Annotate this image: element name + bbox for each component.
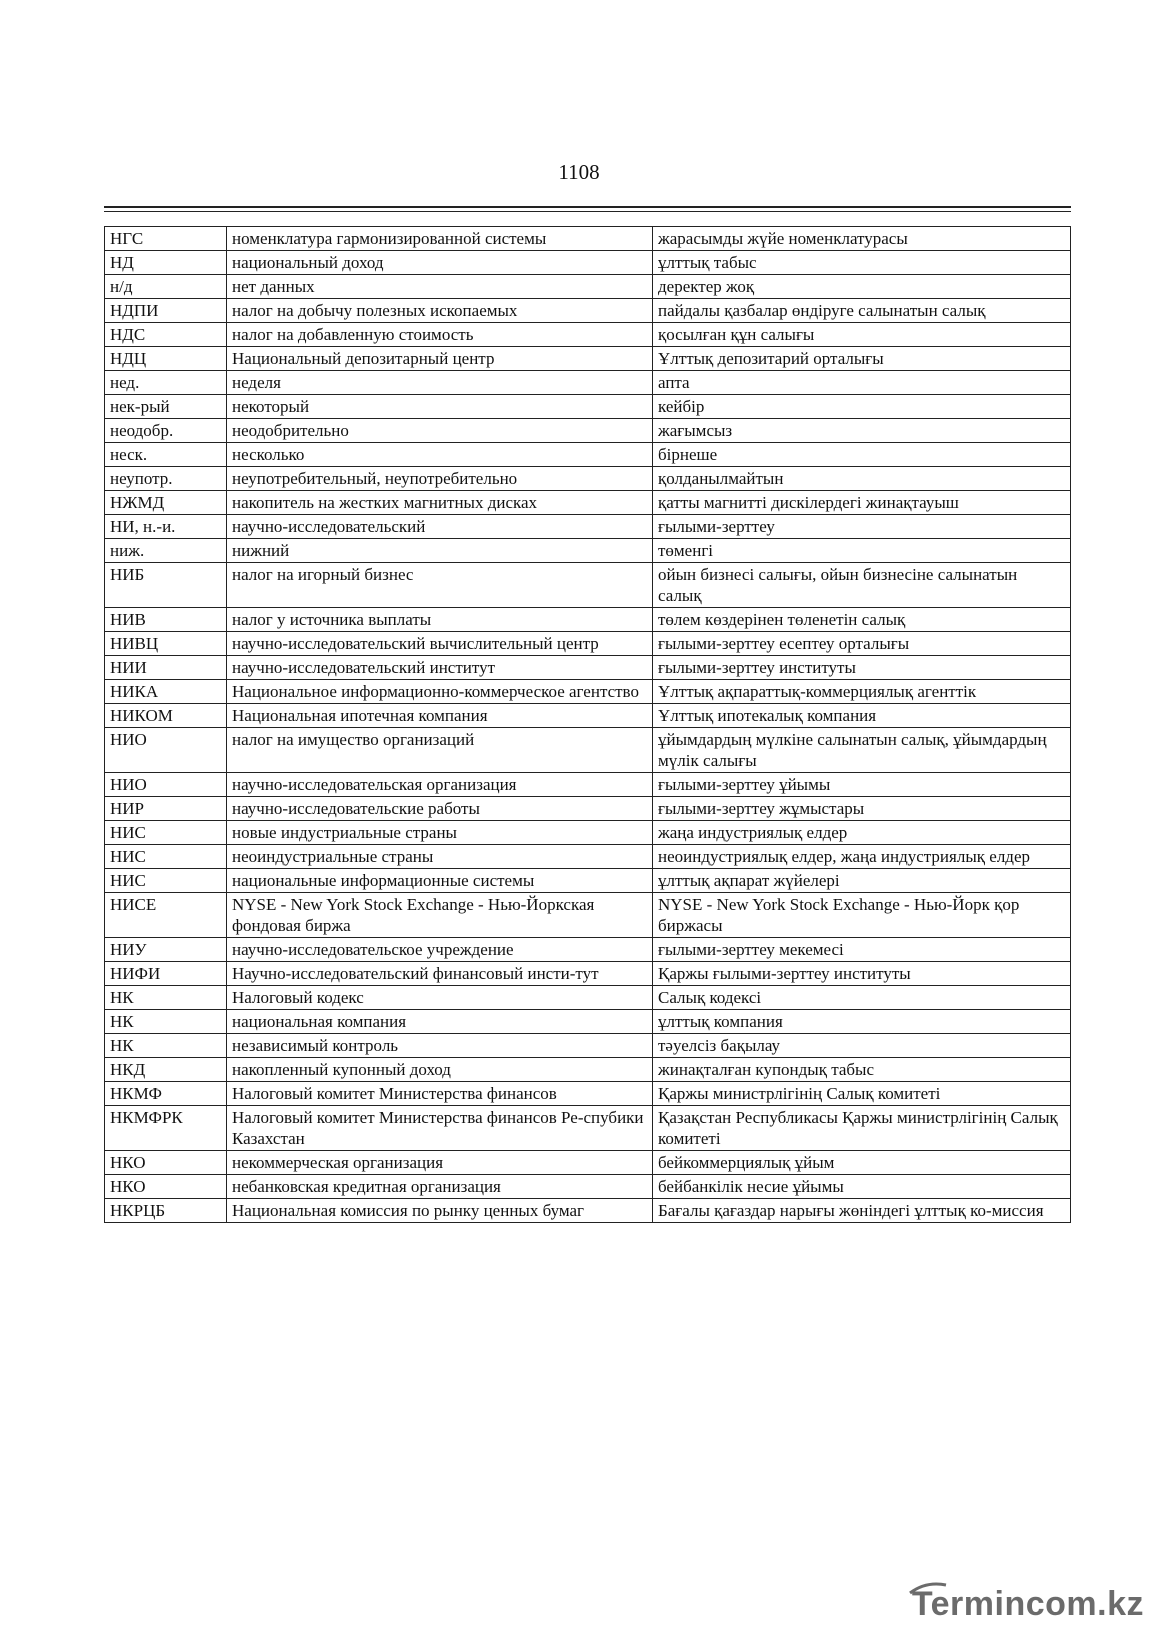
kazakh-term-cell: ғылыми-зерттеу есептеу орталығы xyxy=(653,632,1071,656)
kazakh-term-cell: ғылыми-зерттеу xyxy=(653,515,1071,539)
table-row xyxy=(105,1175,1071,1199)
kazakh-term-cell: бірнеше xyxy=(653,443,1071,467)
kazakh-term-cell: Ұлттық депозитарий орталығы xyxy=(653,347,1071,371)
russian-term-cell: Национальный депозитарный центр xyxy=(227,347,653,371)
russian-term-cell: неделя xyxy=(227,371,653,395)
kazakh-term-cell: қосылған құн салығы xyxy=(653,323,1071,347)
kazakh-term-cell: жағымсыз xyxy=(653,419,1071,443)
kazakh-term-cell: жаңа индустриялық елдер xyxy=(653,821,1071,845)
table-row xyxy=(105,869,1071,893)
table-row xyxy=(105,938,1071,962)
russian-term-cell: неупотребительный, неупотребительно xyxy=(227,467,653,491)
kazakh-term-cell: ғылыми-зерттеу мекемесі xyxy=(653,938,1071,962)
table-row xyxy=(105,680,1071,704)
abbreviation-cell: НИ, н.-и. xyxy=(105,515,227,539)
kazakh-term-cell: Ұлттық ипотекалық компания xyxy=(653,704,1071,728)
kazakh-term-cell: Бағалы қағаздар нарығы жөніндегі ұлттық ко-миссия xyxy=(653,1199,1071,1223)
table-row xyxy=(105,986,1071,1010)
abbreviation-cell: НИСЕ xyxy=(105,893,227,938)
table-row xyxy=(105,395,1071,419)
table-row xyxy=(105,563,1071,608)
kazakh-term-cell: кейбір xyxy=(653,395,1071,419)
abbreviation-cell: НК xyxy=(105,1010,227,1034)
abbreviation-cell: НК xyxy=(105,1034,227,1058)
table-row xyxy=(105,962,1071,986)
russian-term-cell: национальный доход xyxy=(227,251,653,275)
table-row xyxy=(105,227,1071,251)
russian-term-cell: научно-исследовательский институт xyxy=(227,656,653,680)
kazakh-term-cell: жинақталған купондық табыс xyxy=(653,1058,1071,1082)
table-row xyxy=(105,275,1071,299)
table-row xyxy=(105,1082,1071,1106)
kazakh-term-cell: Қаржы министрлігінің Салық комитеті xyxy=(653,1082,1071,1106)
russian-term-cell: NYSE - New York Stock Exchange - Нью-Йоркская фондовая биржа xyxy=(227,893,653,938)
table-row xyxy=(105,773,1071,797)
table-row xyxy=(105,347,1071,371)
russian-term-cell: неодобрительно xyxy=(227,419,653,443)
russian-term-cell: Налоговый комитет Министерства финансов xyxy=(227,1082,653,1106)
table-row xyxy=(105,419,1071,443)
table-row xyxy=(105,656,1071,680)
russian-term-cell: налог на добычу полезных ископаемых xyxy=(227,299,653,323)
abbreviation-cell: НКО xyxy=(105,1175,227,1199)
kazakh-term-cell: ғылыми-зерттеу институты xyxy=(653,656,1071,680)
abbreviation-cell: неодобр. xyxy=(105,419,227,443)
abbreviation-cell: НИБ xyxy=(105,563,227,608)
russian-term-cell: нижний xyxy=(227,539,653,563)
abbreviation-cell: НИС xyxy=(105,869,227,893)
abbreviation-cell: НКД xyxy=(105,1058,227,1082)
abbreviation-cell: НДЦ xyxy=(105,347,227,371)
table-row xyxy=(105,539,1071,563)
kazakh-term-cell: Ұлттық ақпараттық-коммерциялық агенттік xyxy=(653,680,1071,704)
table-row xyxy=(105,467,1071,491)
kazakh-term-cell: пайдалы қазбалар өндіруге салынатын салық xyxy=(653,299,1071,323)
russian-term-cell: Национальное информационно-коммерческое агентство xyxy=(227,680,653,704)
kazakh-term-cell: апта xyxy=(653,371,1071,395)
russian-term-cell: накопленный купонный доход xyxy=(227,1058,653,1082)
russian-term-cell: национальные информационные системы xyxy=(227,869,653,893)
kazakh-term-cell: ұлттық ақпарат жүйелері xyxy=(653,869,1071,893)
page-number: 1108 xyxy=(558,160,600,184)
kazakh-term-cell: ғылыми-зерттеу ұйымы xyxy=(653,773,1071,797)
russian-term-cell: Национальная комиссия по рынку ценных бумаг xyxy=(227,1199,653,1223)
abbreviation-cell: НИКА xyxy=(105,680,227,704)
table-row xyxy=(105,371,1071,395)
russian-term-cell: накопитель на жестких магнитных дисках xyxy=(227,491,653,515)
kazakh-term-cell: қатты магнитті дискілердегі жинақтауыш xyxy=(653,491,1071,515)
kazakh-term-cell: NYSE - New York Stock Exchange - Нью-Йорк қор биржасы xyxy=(653,893,1071,938)
abbreviation-cell: НИФИ xyxy=(105,962,227,986)
russian-term-cell: несколько xyxy=(227,443,653,467)
kazakh-term-cell: тәуелсіз бақылау xyxy=(653,1034,1071,1058)
russian-term-cell: независимый контроль xyxy=(227,1034,653,1058)
russian-term-cell: некоторый xyxy=(227,395,653,419)
abbreviation-cell: нек-рый xyxy=(105,395,227,419)
table-row xyxy=(105,1199,1071,1223)
kazakh-term-cell: ұлттық компания xyxy=(653,1010,1071,1034)
kazakh-term-cell: ұйымдардың мүлкіне салынатын салық, ұйымдардың мүлік салығы xyxy=(653,728,1071,773)
russian-term-cell: новые индустриальные страны xyxy=(227,821,653,845)
russian-term-cell: Налоговый кодекс xyxy=(227,986,653,1010)
abbreviation-cell: нед. xyxy=(105,371,227,395)
table-row xyxy=(105,608,1071,632)
russian-term-cell: научно-исследовательское учреждение xyxy=(227,938,653,962)
abbreviation-cell: НДС xyxy=(105,323,227,347)
abbreviation-cell: НГС xyxy=(105,227,227,251)
kazakh-term-cell: төлем көздерінен төленетін салық xyxy=(653,608,1071,632)
abbreviation-cell: НИКОМ xyxy=(105,704,227,728)
abbreviation-cell: ниж. xyxy=(105,539,227,563)
russian-term-cell: Научно-исследовательский финансовый инсти-тут xyxy=(227,962,653,986)
abbreviation-cell: НИИ xyxy=(105,656,227,680)
abbreviation-cell: НЖМД xyxy=(105,491,227,515)
russian-term-cell: научно-исследовательская организация xyxy=(227,773,653,797)
table-row xyxy=(105,491,1071,515)
kazakh-term-cell: бейбанкілік несие ұйымы xyxy=(653,1175,1071,1199)
table-row xyxy=(105,821,1071,845)
russian-term-cell: налог на добавленную стоимость xyxy=(227,323,653,347)
russian-term-cell: неоиндустриальные страны xyxy=(227,845,653,869)
kazakh-term-cell: Қаржы ғылыми-зерттеу институты xyxy=(653,962,1071,986)
russian-term-cell: научно-исследовательский вычислительный центр xyxy=(227,632,653,656)
abbreviation-cell: НД xyxy=(105,251,227,275)
kazakh-term-cell: деректер жоқ xyxy=(653,275,1071,299)
kazakh-term-cell: Салық кодексі xyxy=(653,986,1071,1010)
table-row xyxy=(105,797,1071,821)
kazakh-term-cell: жарасымды жүйе номенклатурасы xyxy=(653,227,1071,251)
abbreviation-cell: неск. xyxy=(105,443,227,467)
abbreviation-cell: НИО xyxy=(105,728,227,773)
termincom-logo xyxy=(912,1585,1144,1629)
russian-term-cell: номенклатура гармонизированной системы xyxy=(227,227,653,251)
russian-term-cell: национальная компания xyxy=(227,1010,653,1034)
russian-term-cell: Национальная ипотечная компания xyxy=(227,704,653,728)
table-row xyxy=(105,704,1071,728)
table-row xyxy=(105,443,1071,467)
kazakh-term-cell: төменгі xyxy=(653,539,1071,563)
russian-term-cell: налог на игорный бизнес xyxy=(227,563,653,608)
table-row xyxy=(105,299,1071,323)
kazakh-term-cell: ойын бизнесі салығы, ойын бизнесіне салынатын салық xyxy=(653,563,1071,608)
table-row xyxy=(105,1106,1071,1151)
header-rule-thick xyxy=(104,206,1071,208)
kazakh-term-cell: бейкоммерциялық ұйым xyxy=(653,1151,1071,1175)
table-row xyxy=(105,1058,1071,1082)
abbreviation-cell: НК xyxy=(105,986,227,1010)
table-row xyxy=(105,1151,1071,1175)
abbreviation-cell: НИВ xyxy=(105,608,227,632)
kazakh-term-cell: қолданылмайтын xyxy=(653,467,1071,491)
abbreviation-cell: неупотр. xyxy=(105,467,227,491)
abbreviation-cell: НИВЦ xyxy=(105,632,227,656)
abbreviation-cell: НИС xyxy=(105,821,227,845)
table-row xyxy=(105,632,1071,656)
abbreviation-cell: НКРЦБ xyxy=(105,1199,227,1223)
abbreviation-cell: НДПИ xyxy=(105,299,227,323)
russian-term-cell: налог у источника выплаты xyxy=(227,608,653,632)
abbreviation-cell: НКМФРК xyxy=(105,1106,227,1151)
table-row xyxy=(105,893,1071,938)
table-row xyxy=(105,1034,1071,1058)
table-row xyxy=(105,323,1071,347)
russian-term-cell: небанковская кредитная организация xyxy=(227,1175,653,1199)
kazakh-term-cell: Қазақстан Республикасы Қаржы министрлігінің Салық комитеті xyxy=(653,1106,1071,1151)
kazakh-term-cell: ұлттық табыс xyxy=(653,251,1071,275)
abbreviation-cell: н/д xyxy=(105,275,227,299)
logo-text: Termincom.kz xyxy=(911,1585,1144,1623)
abbreviation-cell: НИС xyxy=(105,845,227,869)
glossary-table xyxy=(104,226,1071,1223)
kazakh-term-cell: ғылыми-зерттеу жұмыстары xyxy=(653,797,1071,821)
russian-term-cell: налог на имущество организаций xyxy=(227,728,653,773)
russian-term-cell: научно-исследовательские работы xyxy=(227,797,653,821)
table-row xyxy=(105,1010,1071,1034)
abbreviation-cell: НИУ xyxy=(105,938,227,962)
table-row xyxy=(105,251,1071,275)
abbreviation-cell: НКМФ xyxy=(105,1082,227,1106)
abbreviation-cell: НКО xyxy=(105,1151,227,1175)
russian-term-cell: нет данных xyxy=(227,275,653,299)
glossary-table-body xyxy=(105,227,1071,1223)
russian-term-cell: научно-исследовательский xyxy=(227,515,653,539)
table-row xyxy=(105,515,1071,539)
abbreviation-cell: НИО xyxy=(105,773,227,797)
russian-term-cell: Налоговый комитет Министерства финансов Ре-спубики Казахстан xyxy=(227,1106,653,1151)
table-row xyxy=(105,845,1071,869)
header-rule-thin xyxy=(104,211,1071,212)
kazakh-term-cell: неоиндустриялық елдер, жаңа индустриялық елдер xyxy=(653,845,1071,869)
table-row xyxy=(105,728,1071,773)
russian-term-cell: некоммерческая организация xyxy=(227,1151,653,1175)
abbreviation-cell: НИР xyxy=(105,797,227,821)
